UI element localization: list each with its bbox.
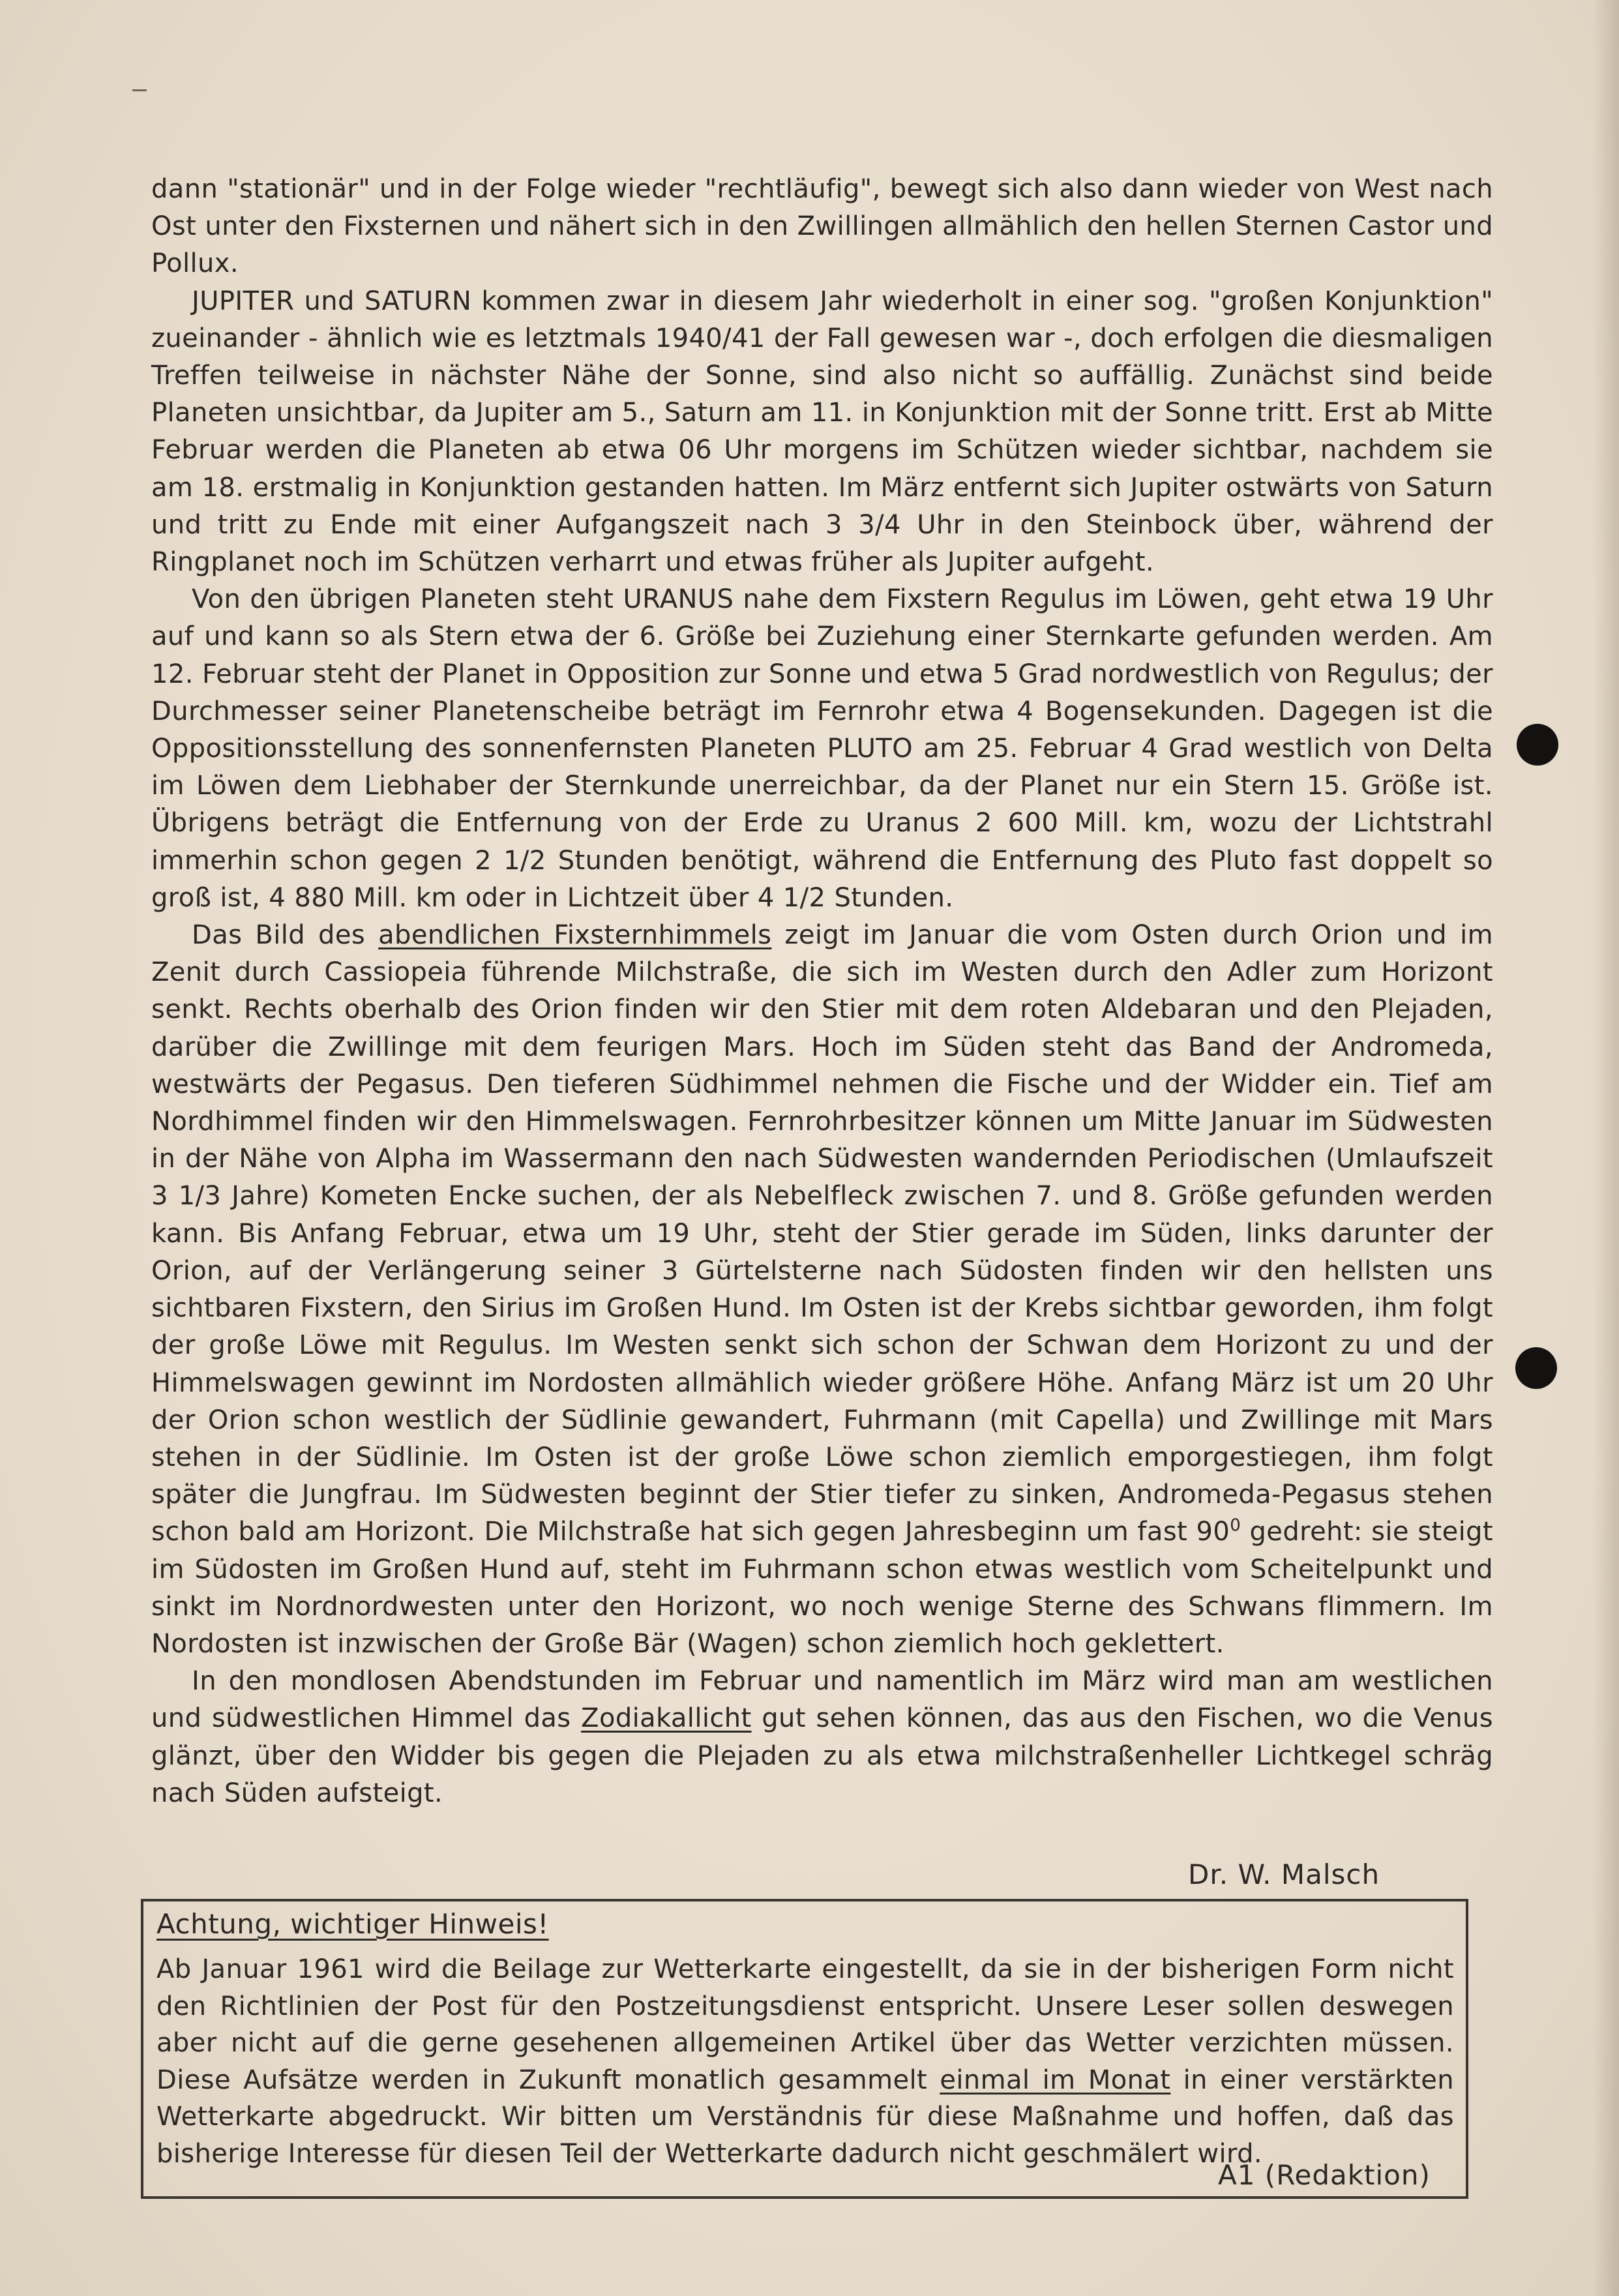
paragraph-zodiacal-light-end: gut sehen können, das aus den Fischen, wo die Venus glänzt, über den Widder bis gegen die Plejaden zu als etwa milchstraßenheller Lichtkegel schräg nach Süden aufsteigt.	[151, 1703, 1493, 1808]
paragraph-fixed-star-sky-intro: Das Bild des	[192, 920, 379, 951]
notice-text	[156, 1951, 1454, 2172]
paragraph-mars-continued: dann "stationär" und in der Folge wieder "rechtläufig", bewegt sich also dann wieder von West nach Ost unter den Fixsternen und nähert sich in den Zwillingen allmählich den hellen Sternen Castor und Pollux.	[151, 174, 1493, 279]
page-edge-shadow	[1593, 0, 1619, 2296]
margin-mark	[132, 89, 147, 91]
notice-text-intro: Ab Januar 1961 wird die Beilage zur Wetterkarte eingestellt, da sie in der bisherigen Form nicht den Richtlinien der Post für den Postzeitungsdienst entspricht. Unsere Leser sollen deswegen aber nicht auf die gerne gesehenen allgemeinen Artikel über das Wetter verzichten müssen. Diese Aufsätze werden in Zukunft monatlich gesammelt	[156, 1954, 1454, 2095]
paragraph-fixed-star-sky-end: gedreht: sie steigt im Südosten im Großen Hund auf, steht im Fuhrmann schon etwas westlich vom Scheitelpunkt und sinkt im Nordnordwesten unter den Horizont, wo noch wenige Sterne des Schwans flimmern. Im Nordosten ist inzwischen der Große Bär (Wagen) schon ziemlich hoch geklettert.	[151, 1517, 1493, 1659]
author-signature: Dr. W. Malsch	[1188, 1858, 1380, 1890]
paragraph-fixed-star-sky-text: zeigt im Januar die vom Osten durch Orion und im Zenit durch Cassiopeia führende Milchstraße, die sich im Westen durch den Adler zum Horizont senkt. Rechts oberhalb des Orion finden wir den Stier mit dem roten Aldebaran und den Plejaden, darüber die Zwillinge mit dem feurigen Mars. Hoch im Süden steht das Band der Andromeda, westwärts der Pegasus. Den tieferen Südhimmel nehmen die Fische und der Widder ein. Tief am Nordhimmel finden wir den Himmelswagen. Fernrohrbesitzer können um Mitte Januar im Südwesten in der Nähe von Alpha im Wassermann den nach Südwesten wandernden Periodischen (Umlaufszeit 3 1/3 Jahre) Kometen Encke suchen, der als Nebelfleck zwischen 7. und 8. Größe gefunden werden kann. Bis Anfang Februar, etwa um 19 Uhr, steht der Stier gerade im Süden, links darunter der Orion, auf der Verlängerung seiner 3 Gürtelsterne nach Südosten finden wir den hellsten uns sichtbaren Fixstern, den Sirius im Großen Hund. Im Osten ist der Krebs sichtbar geworden, ihm folgt der große Löwe mit Regulus. Im Westen senkt sich schon der Schwan dem Horizont zu und der Himmelswagen gewinnt im Nordosten allmählich wieder größere Höhe. Anfang März ist um 20 Uhr der Orion schon westlich der Südlinie gewandert, Fuhrmann (mit Capella) und Zwillinge mit Mars stehen in der Südlinie. Im Osten ist der große Löwe schon ziemlich emporgestiegen, ihm folgt später die Jungfrau. Im Südwesten beginnt der Stier tiefer zu sinken, Andromeda-Pegasus stehen schon bald am Horizont. Die Milchstraße hat sich gegen Jahresbeginn um fast 90	[151, 920, 1493, 1547]
degree-sign: 0	[1230, 1515, 1241, 1536]
underlined-term-zodiakallicht: Zodiakallicht	[581, 1703, 752, 1734]
article-body	[151, 171, 1493, 1812]
punch-hole-upper	[1517, 724, 1558, 766]
paragraph-zodiacal-light	[151, 1663, 1493, 1812]
punch-hole-lower	[1515, 1347, 1557, 1389]
notice-box	[141, 1899, 1468, 2199]
notice-signature: A1 (Redaktion)	[1218, 2159, 1431, 2191]
notice-title-text: Achtung, wichtiger Hinweis!	[156, 1908, 549, 1940]
underlined-term-fixsternhimmel: abendlichen Fixsternhimmels	[378, 920, 772, 951]
notice-text-end: in einer verstärkten Wetterkarte abgedruckt. Wir bitten um Verständnis für diese Maßnahme und hoffen, daß das bisherige Interesse für diesen Teil der Wetterkarte dadurch nicht geschmälert wird.	[156, 2065, 1454, 2169]
paragraph-jupiter-saturn: JUPITER und SATURN kommen zwar in diesem Jahr wiederholt in einer sog. "großen Konjunktion" zueinander - ähnlich wie es letztmals 1940/41 der Fall gewesen war -, doch erfolgen die diesmaligen Treffen teilweise in nächster Nähe der Sonne, sind also nicht so auffällig. Zunächst sind beide Planeten unsichtbar, da Jupiter am 5., Saturn am 11. in Konjunktion mit der Sonne tritt. Erst ab Mitte Februar werden die Planeten ab etwa 06 Uhr morgens im Schützen wieder sichtbar, nachdem sie am 18. erstmalig in Konjunktion gestanden hatten. Im März entfernt sich Jupiter ostwärts von Saturn und tritt zu Ende mit einer Aufgangszeit nach 3 3/4 Uhr in den Steinbock über, während der Ringplanet noch im Schützen verharrt und etwas früher als Jupiter aufgeht.	[151, 286, 1493, 578]
underlined-term-einmal-im-monat: einmal im Monat	[940, 2065, 1171, 2095]
notice-title	[156, 1908, 549, 1940]
paragraph-fixed-star-sky	[151, 917, 1493, 1663]
paragraph-zodiacal-light-intro: In den mondlosen Abendstunden im Februar und namentlich im März wird man am westlichen und südwestlichen Himmel das	[151, 1666, 1493, 1734]
paragraph-uranus-pluto: Von den übrigen Planeten steht URANUS nahe dem Fixstern Regulus im Löwen, geht etwa 19 Uhr auf und kann so als Stern etwa der 6. Größe bei Zuziehung einer Sternkarte gefunden werden. Am 12. Februar steht der Planet in Opposition zur Sonne und etwa 5 Grad nordwestlich von Regulus; der Durchmesser seiner Planetenscheibe beträgt im Fernrohr etwa 4 Bogensekunden. Dagegen ist die Oppositionsstellung des sonnenfernsten Planeten PLUTO am 25. Februar 4 Grad westlich von Delta im Löwen dem Liebhaber der Sternkunde unerreichbar, da der Planet nur ein Stern 15. Größe ist. Übrigens beträgt die Entfernung von der Erde zu Uranus 2 600 Mill. km, wozu der Lichtstrahl immerhin schon gegen 2 1/2 Stunden benötigt, während die Entfernung des Pluto fast doppelt so groß ist, 4 880 Mill. km oder in Lichtzeit über 4 1/2 Stunden.	[151, 584, 1493, 913]
